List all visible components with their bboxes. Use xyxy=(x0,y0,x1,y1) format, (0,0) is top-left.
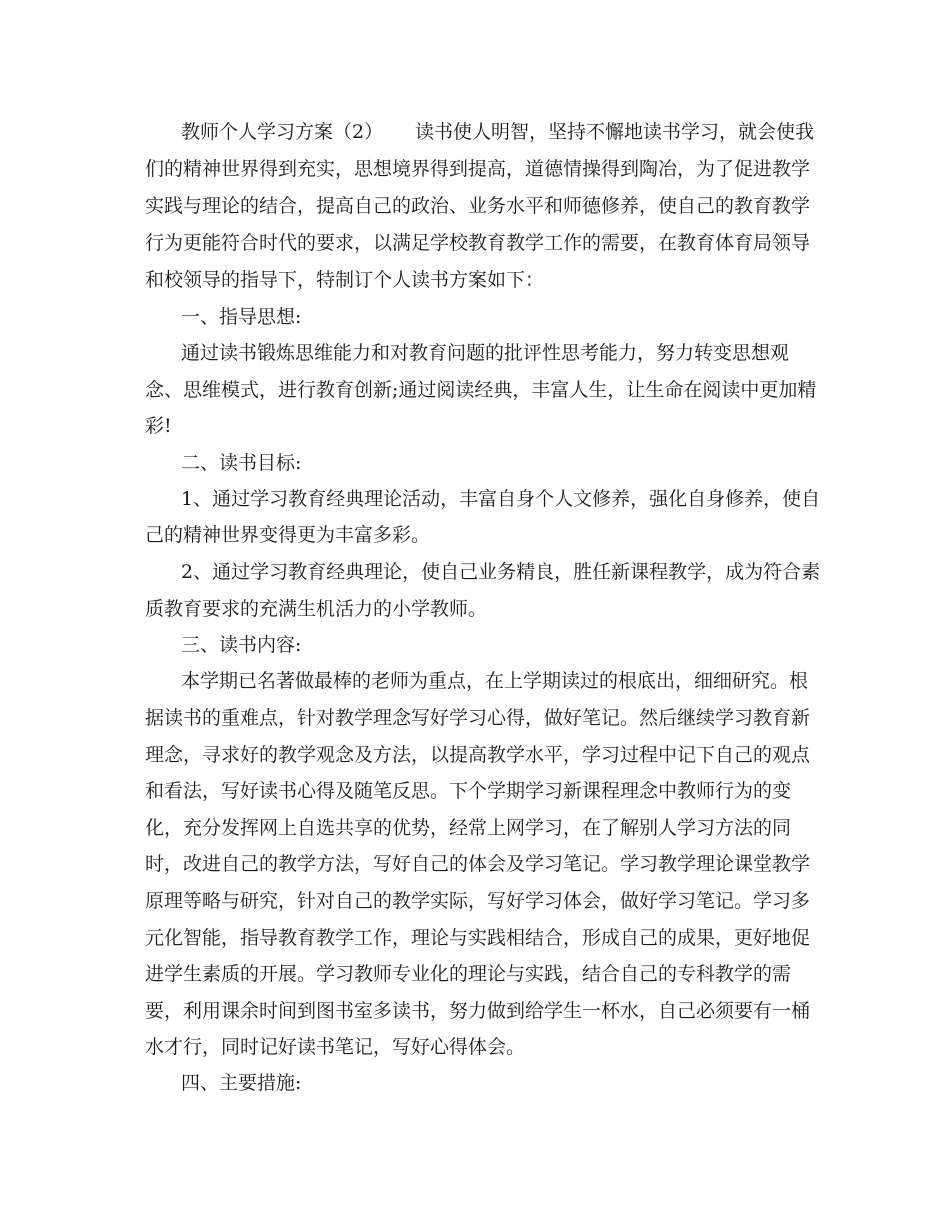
paragraph-line: 本学期已名著做最棒的老师为重点，在上学期读过的根底出，细细研究。根 xyxy=(181,670,809,692)
paragraph-line: 化，充分发挥网上自选共享的优势，经常上网学习，在了解别人学习方法的同 xyxy=(145,817,792,839)
paragraph-line: 质教育要求的充满生机活力的小学教师。 xyxy=(145,598,488,620)
section-heading: 一、指导思想: xyxy=(181,306,302,328)
section-heading: 四、主要措施: xyxy=(181,1072,302,1094)
paragraph-line: 理念，寻求好的教学观念及方法，以提高教学水平，学习过程中记下自己的观点 xyxy=(145,744,811,766)
paragraph-line: 通过读书锻炼思维能力和对教育问题的批评性思考能力，努力转变思想观 xyxy=(181,342,790,364)
intro-line: 和校领导的指导下，特制订个人读书方案如下： xyxy=(145,269,545,291)
intro-line: 行为更能符合时代的要求，以满足学校教育教学工作的需要，在教育体育局领导 xyxy=(145,232,811,254)
paragraph-line: 元化智能，指导教育教学工作，理论与实践相结合，形成自己的成果，更好地促 xyxy=(145,927,811,949)
paragraph-line: 1、通过学习教育经典理论活动，丰富自身个人文修养，强化自身修养，使自 xyxy=(181,488,821,510)
paragraph-line: 彩! xyxy=(145,415,172,437)
paragraph-line: 据读书的重难点，针对教学理念写好学习心得，做好笔记。然后继续学习教育新 xyxy=(145,707,811,729)
paragraph-line: 要，利用课余时间到图书室多读书，努力做到给学生一杯水，自己必须要有一桶 xyxy=(145,1000,811,1022)
section-heading: 三、读书内容: xyxy=(181,634,302,656)
paragraph-line: 2、通过学习教育经典理论，使自己业务精良，胜任新课程教学，成为符合素 xyxy=(181,561,821,583)
intro-line: 读书使人明智，坚持不懈地读书学习，就会使我 xyxy=(415,121,815,143)
paragraph-line: 原理等略与研究，针对自己的教学实际，写好学习体会，做好学习笔记。学习多 xyxy=(145,890,811,912)
paragraph-line: 念、思维模式，进行教育创新;通过阅读经典，丰富人生，让生命在阅读中更加精 xyxy=(145,379,817,401)
section-heading: 二、读书目标: xyxy=(181,452,302,474)
intro-line: 实践与理论的结合，提高自己的政治、业务水平和师德修养，使自己的教育教学 xyxy=(145,195,811,217)
paragraph-line: 和看法，写好读书心得及随笔反思。下个学期学习新课程理念中教师行为的变 xyxy=(145,780,792,802)
paragraph-line: 水才行，同时记好读书笔记，写好心得体会。 xyxy=(145,1036,526,1058)
intro-line: 们的精神世界得到充实，思想境界得到提高，道德情操得到陶冶，为了促进教学 xyxy=(145,158,811,180)
paragraph-line: 己的精神世界变得更为丰富多彩。 xyxy=(145,524,431,546)
paragraph-line: 时，改进自己的教学方法，写好自己的体会及学习笔记。学习教学理论课堂教学 xyxy=(145,853,811,875)
document-title: 教师个人学习方案（2） xyxy=(181,121,384,143)
paragraph-line: 进学生素质的开展。学习教师专业化的理论与实践，结合自己的专科教学的需 xyxy=(145,963,792,985)
